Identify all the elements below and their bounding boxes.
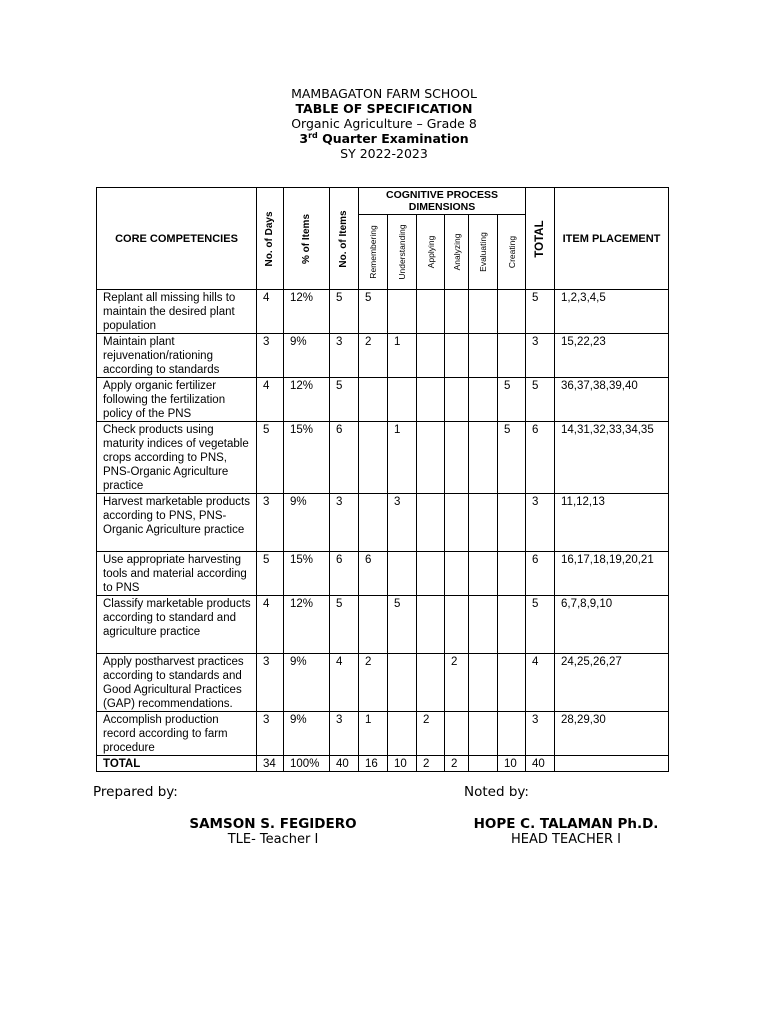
- dim-header-understanding: Understanding: [388, 215, 417, 290]
- items-cell: 6: [336, 424, 343, 436]
- placement-cell: 14,31,32,33,34,35: [561, 424, 654, 436]
- total-header: TOTAL: [526, 188, 555, 290]
- total-cell: 3: [532, 336, 539, 348]
- table-row: [97, 494, 669, 552]
- competency-cell: Replant all missing hills to maintain the desired plant population: [103, 292, 236, 332]
- specification-table: [96, 187, 669, 772]
- items-cell: 3: [336, 496, 343, 508]
- competency-cell: Accomplish production record according to farm procedure: [103, 714, 228, 754]
- pct-cell: 12%: [290, 292, 314, 304]
- dim-cell: 1: [394, 424, 401, 436]
- prepared-by-label: Prepared by:: [93, 784, 178, 800]
- placement-cell: 36,37,38,39,40: [561, 380, 638, 392]
- dim-cell: [498, 654, 525, 655]
- items-cell: 3: [336, 336, 343, 348]
- dim-cell: [417, 378, 444, 379]
- competency-cell: Classify marketable products according to standard and agriculture practice: [103, 598, 251, 638]
- days-cell: 3: [263, 714, 270, 726]
- dim-cell: [417, 552, 444, 553]
- pct-cell: 12%: [290, 380, 314, 392]
- pct-cell: 100%: [290, 758, 320, 770]
- document-title: TABLE OF SPECIFICATION: [295, 101, 473, 116]
- dim-cell: [469, 290, 497, 291]
- table-row: [97, 422, 669, 494]
- dim-cell: 6: [365, 554, 372, 566]
- pct-cell: 9%: [290, 656, 307, 668]
- dim-cell: [445, 712, 468, 713]
- days-cell: 3: [263, 496, 270, 508]
- dim-cell: [359, 596, 387, 597]
- dim-cell: [445, 494, 468, 495]
- preparer-name: SAMSON S. FEGIDERO: [189, 816, 357, 832]
- dim-cell: [445, 552, 468, 553]
- pct-header: % of Items: [284, 188, 330, 290]
- pct-cell: 9%: [290, 714, 307, 726]
- items-cell: 5: [336, 292, 343, 304]
- competency-cell: Apply organic fertilizer following the fertilization policy of the PNS: [103, 380, 226, 420]
- total-cell: 6: [532, 554, 539, 566]
- items-cell: 3: [336, 714, 343, 726]
- placement-cell: 16,17,18,19,20,21: [561, 554, 654, 566]
- noter-name: HOPE C. TALAMAN Ph.D.: [473, 816, 659, 832]
- dim-cell: [469, 494, 497, 495]
- items-cell: 5: [336, 380, 343, 392]
- dim-cell: [417, 494, 444, 495]
- dim-header-applying: Applying: [417, 215, 445, 290]
- dim-cell: [445, 596, 468, 597]
- dim-header-creating: Creating: [498, 215, 526, 290]
- dim-cell: 2: [365, 656, 372, 668]
- dim-cell: [469, 712, 497, 713]
- totals-row: [97, 756, 669, 772]
- dim-header-remembering: Remembering: [359, 215, 388, 290]
- table-row: [97, 290, 669, 334]
- noter-role: HEAD TEACHER I: [511, 832, 621, 847]
- items-cell: 5: [336, 598, 343, 610]
- competency-cell: Use appropriate harvesting tools and material according to PNS: [103, 554, 247, 594]
- document-header: [0, 86, 768, 161]
- days-cell: 34: [263, 758, 276, 770]
- total-cell: 5: [532, 598, 539, 610]
- dim-cell: [417, 290, 444, 291]
- cognitive-header: COGNITIVE PROCESS DIMENSIONS: [359, 188, 526, 215]
- pct-cell: 15%: [290, 554, 314, 566]
- dim-cell: [498, 596, 525, 597]
- dim-cell: [469, 334, 497, 335]
- dim-cell: [388, 290, 416, 291]
- dim-cell: 2: [423, 714, 430, 726]
- dim-cell: [359, 422, 387, 423]
- dim-cell: [469, 552, 497, 553]
- dim-cell: [359, 378, 387, 379]
- prepared-signature: [173, 816, 373, 848]
- total-cell: 5: [532, 292, 539, 304]
- dim-cell: 10: [504, 758, 517, 770]
- pct-cell: 12%: [290, 598, 314, 610]
- dim-cell: 2: [451, 656, 458, 668]
- placement-cell: 15,22,23: [561, 336, 606, 348]
- dim-cell: [388, 552, 416, 553]
- dim-header-analyzing: Analyzing: [445, 215, 469, 290]
- dim-cell: 5: [504, 380, 511, 392]
- dim-cell: [388, 378, 416, 379]
- dim-cell: [469, 756, 497, 757]
- total-cell: 4: [532, 656, 539, 668]
- table-row: [97, 712, 669, 756]
- total-cell: 3: [532, 496, 539, 508]
- total-cell: 6: [532, 424, 539, 436]
- table-row: [97, 654, 669, 712]
- table-row: [97, 596, 669, 654]
- quarter-line: 3rd Quarter Examination: [299, 130, 469, 146]
- dim-cell: [359, 494, 387, 495]
- noted-by-label: Noted by:: [464, 784, 529, 800]
- dim-cell: 1: [365, 714, 372, 726]
- core-competencies-header: CORE COMPETENCIES: [97, 188, 257, 290]
- dim-cell: [498, 334, 525, 335]
- items-header: No. of Items: [330, 188, 359, 290]
- item-placement-header: ITEM PLACEMENT: [555, 188, 669, 290]
- placement-cell: 6,7,8,9,10: [561, 598, 613, 610]
- dim-cell: [469, 654, 497, 655]
- dim-cell: [498, 290, 525, 291]
- total-cell: 5: [532, 380, 539, 392]
- dim-cell: 5: [365, 292, 372, 304]
- days-cell: 4: [263, 598, 270, 610]
- school-name: MAMBAGATON FARM SCHOOL: [291, 86, 477, 101]
- table-row: [97, 378, 669, 422]
- dim-cell: [498, 552, 525, 553]
- items-cell: 4: [336, 656, 343, 668]
- dim-header-evaluating: Evaluating: [469, 215, 498, 290]
- dim-cell: [417, 422, 444, 423]
- placement-cell: 1,2,3,4,5: [561, 292, 606, 304]
- pct-cell: 15%: [290, 424, 314, 436]
- dim-cell: [417, 334, 444, 335]
- competency-cell: Harvest marketable products according to PNS, PNS-Organic Agriculture practice: [103, 496, 251, 536]
- dim-cell: [445, 378, 468, 379]
- dim-cell: 16: [365, 758, 378, 770]
- dim-cell: 5: [504, 424, 511, 436]
- days-cell: 4: [263, 292, 270, 304]
- dim-cell: 10: [394, 758, 407, 770]
- dim-cell: [417, 654, 444, 655]
- days-cell: 5: [263, 554, 270, 566]
- placement-cell: [555, 756, 668, 757]
- dim-cell: [498, 494, 525, 495]
- days-cell: 3: [263, 656, 270, 668]
- competency-cell: Apply postharvest practices according to standards and Good Agricultural Practices (GAP) recommendations.: [103, 656, 244, 710]
- days-cell: 4: [263, 380, 270, 392]
- placement-cell: 24,25,26,27: [561, 656, 622, 668]
- dim-cell: [469, 378, 497, 379]
- school-year: SY 2022-2023: [340, 146, 428, 161]
- dim-cell: 2: [451, 758, 458, 770]
- total-cell: 40: [532, 758, 545, 770]
- placement-cell: 11,12,13: [561, 496, 605, 508]
- noted-signature: [456, 816, 676, 848]
- dim-cell: 3: [394, 496, 401, 508]
- dim-cell: 5: [394, 598, 401, 610]
- pct-cell: 9%: [290, 336, 307, 348]
- dim-cell: [445, 290, 468, 291]
- table-row: [97, 334, 669, 378]
- days-header: No. of Days: [257, 188, 284, 290]
- dim-cell: [469, 596, 497, 597]
- days-cell: 5: [263, 424, 270, 436]
- dim-cell: [388, 712, 416, 713]
- dim-cell: [388, 654, 416, 655]
- competency-cell: Check products using maturity indices of vegetable crops according to PNS, PNS-Organic Agriculture practice: [103, 424, 249, 492]
- dim-cell: [445, 334, 468, 335]
- dim-cell: 2: [365, 336, 372, 348]
- preparer-role: TLE- Teacher I: [227, 832, 319, 847]
- pct-cell: 9%: [290, 496, 307, 508]
- competency-cell: Maintain plant rejuvenation/rationing according to standards: [103, 336, 220, 376]
- days-cell: 3: [263, 336, 270, 348]
- dim-cell: [498, 712, 525, 713]
- totals-label: TOTAL: [103, 758, 141, 770]
- items-cell: 40: [336, 758, 349, 770]
- items-cell: 6: [336, 554, 343, 566]
- subject-line: Organic Agriculture – Grade 8: [291, 116, 477, 131]
- table-row: [97, 552, 669, 596]
- dim-cell: 1: [394, 336, 401, 348]
- dim-cell: 2: [423, 758, 430, 770]
- placement-cell: 28,29,30: [561, 714, 606, 726]
- dim-cell: [469, 422, 497, 423]
- total-cell: 3: [532, 714, 539, 726]
- dim-cell: [445, 422, 468, 423]
- dim-cell: [417, 596, 444, 597]
